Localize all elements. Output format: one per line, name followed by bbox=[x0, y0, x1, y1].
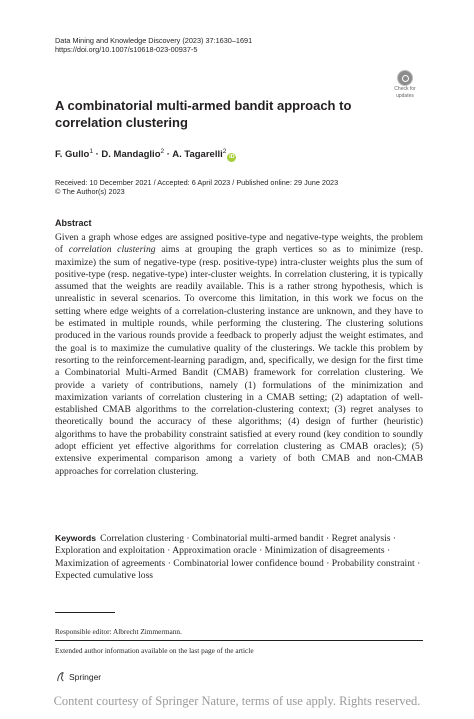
orcid-icon[interactable]: iD bbox=[229, 154, 235, 161]
publisher-name: Springer bbox=[69, 671, 102, 682]
footnote-divider bbox=[55, 612, 115, 613]
journal-citation: Data Mining and Knowledge Discovery (2023) 37:1630–1691 bbox=[55, 36, 253, 45]
author-1-affiliation: 1 bbox=[89, 148, 93, 155]
doi-link[interactable]: https://doi.org/10.1007/s10618-023-00937-5 bbox=[55, 45, 198, 54]
author-2-affiliation: 2 bbox=[160, 148, 165, 155]
publisher-logo bbox=[55, 671, 101, 682]
check-for-updates-badge[interactable] bbox=[388, 70, 422, 104]
abstract-heading: Abstract bbox=[55, 218, 92, 228]
courtesy-watermark: Content courtesy of Springer Nature, terms of use apply. Rights reserved. bbox=[53, 694, 421, 708]
abstract-text bbox=[55, 232, 423, 478]
keywords-text: Correlation clustering · Combinatorial multi-armed bandit · Regret analysis · Exploration and exploitation · Approximation oracle · Minimization of disagreements · Maximization of agreements · Combinatorial lower confidence bound · Probability constraint · Expected cumulative loss bbox=[55, 533, 421, 581]
author-separator: · bbox=[164, 149, 173, 161]
paper-title: A combinatorial multi-armed bandit approach to correlation clustering bbox=[55, 98, 352, 130]
check-updates-label-1: Check for bbox=[394, 86, 416, 92]
extended-author-info-note: Extended author information available on the last page of the article bbox=[55, 646, 254, 655]
author-3-affiliation: 2 bbox=[222, 148, 227, 155]
author-3[interactable]: A. Tagarelli bbox=[172, 149, 223, 161]
responsible-editor-note: Responsible editor: Albrecht Zimmermann. bbox=[55, 627, 182, 636]
author-separator: · bbox=[92, 149, 102, 161]
keywords-block bbox=[55, 532, 423, 582]
keywords-label: Keywords bbox=[55, 533, 97, 543]
author-1[interactable]: F. Gullo bbox=[55, 149, 90, 161]
check-updates-label-2: updates bbox=[396, 92, 414, 99]
springer-horse-icon bbox=[55, 671, 66, 682]
copyright-notice: © The Author(s) 2023 bbox=[55, 187, 125, 196]
check-updates-icon bbox=[397, 70, 413, 86]
footnote-divider-full bbox=[55, 640, 423, 641]
author-2[interactable]: D. Mandaglio bbox=[101, 149, 161, 161]
author-list bbox=[55, 148, 236, 162]
abstract-emphasis: correlation clustering bbox=[68, 244, 156, 256]
abstract-part-2: aims at grouping the graph vertices so as to minimize (resp. maximize) the sum of negative-type (resp. positive-type) intra-cluster weights plus the sum of positive-type (resp. negative-type) inter-cluster weights. In correlation clustering, it is typically assumed that the weights are readily available. This is a rather strong hypothesis, which is unrealistic in several scenarios. To overcome this limitation, in this work we focus on the setting where edge weights of a correlation-clustering instance are unknown, and they have to be estimated in multiple rounds, while performing the clustering. The clustering solutions produced in the various rounds provide a feedback to properly adjust the weight estimates, and the goal is to maximize the cumulative quality of the clusterings. We tackle this problem by resorting to the reinforcement-learning paradigm, and, specifically, we design for the first time a Combinatorial Multi-Armed Bandit (CMAB) framework for correlation clustering. We provide a variety of contributions, namely (1) formulations of the minimization and maximization variants of correlation clustering in a CMAB setting; (2) adaptation of well-established CMAB algorithms to the correlation-clustering context; (3) regret analyses to theoretically bound the accuracy of these algorithms; (4) design of further (heuristic) algorithms to have the probability constraint satisfied at every round (key condition to soundly adopt efficient yet effective algorithms for correlation clustering as CMAB oracles); (5) extensive experimental comparison among a variety of both CMAB and non-CMAB approaches for correlation clustering. bbox=[55, 244, 423, 477]
publication-dates: Received: 10 December 2021 / Accepted: 6 April 2023 / Published online: 29 June 2023 bbox=[55, 178, 339, 187]
abstract-part-1: Given a graph whose edges are assigned positive-type and negative-type weights, the problem of bbox=[55, 232, 423, 256]
